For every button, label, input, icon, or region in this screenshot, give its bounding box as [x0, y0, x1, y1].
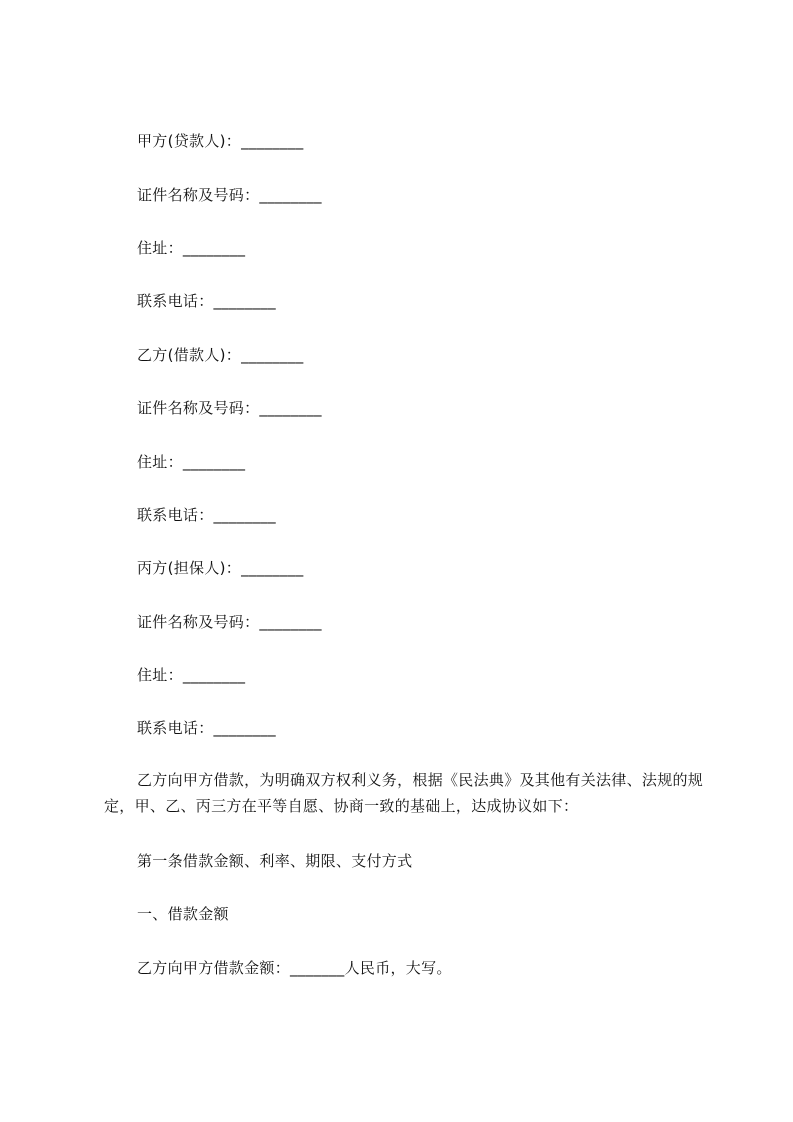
guarantor-phone-line: 联系电话：________ — [137, 719, 276, 737]
guarantor-id-line: 证件名称及号码：________ — [137, 613, 322, 631]
article-1-title: 第一条借款金额、利率、期限、支付方式 — [137, 852, 413, 870]
lender-id-line: 证件名称及号码：________ — [137, 186, 322, 204]
lender-phone-line: 联系电话：________ — [137, 292, 276, 310]
preamble-paragraph — [104, 767, 704, 819]
lender-name-line: 甲方(贷款人)：________ — [137, 132, 304, 150]
guarantor-name-line: 丙方(担保人)：________ — [137, 559, 304, 577]
guarantor-address-line: 住址：________ — [137, 666, 246, 684]
preamble-text: 乙方向甲方借款，为明确双方权利义务，根据《民法典》及其他有关法律、法规的规定，甲、乙、丙三方在平等自愿、协商一致的基础上，达成协议如下： — [104, 771, 704, 815]
borrower-name-line: 乙方(借款人)：________ — [137, 346, 304, 364]
borrower-phone-line: 联系电话：________ — [137, 506, 276, 524]
borrower-id-line: 证件名称及号码：________ — [137, 399, 322, 417]
section-1-title: 一、借款金额 — [137, 905, 229, 923]
borrower-address-line: 住址：________ — [137, 453, 246, 471]
lender-address-line: 住址：________ — [137, 239, 246, 257]
loan-amount-line: 乙方向甲方借款金额：_______人民币，大写。 — [137, 959, 452, 977]
